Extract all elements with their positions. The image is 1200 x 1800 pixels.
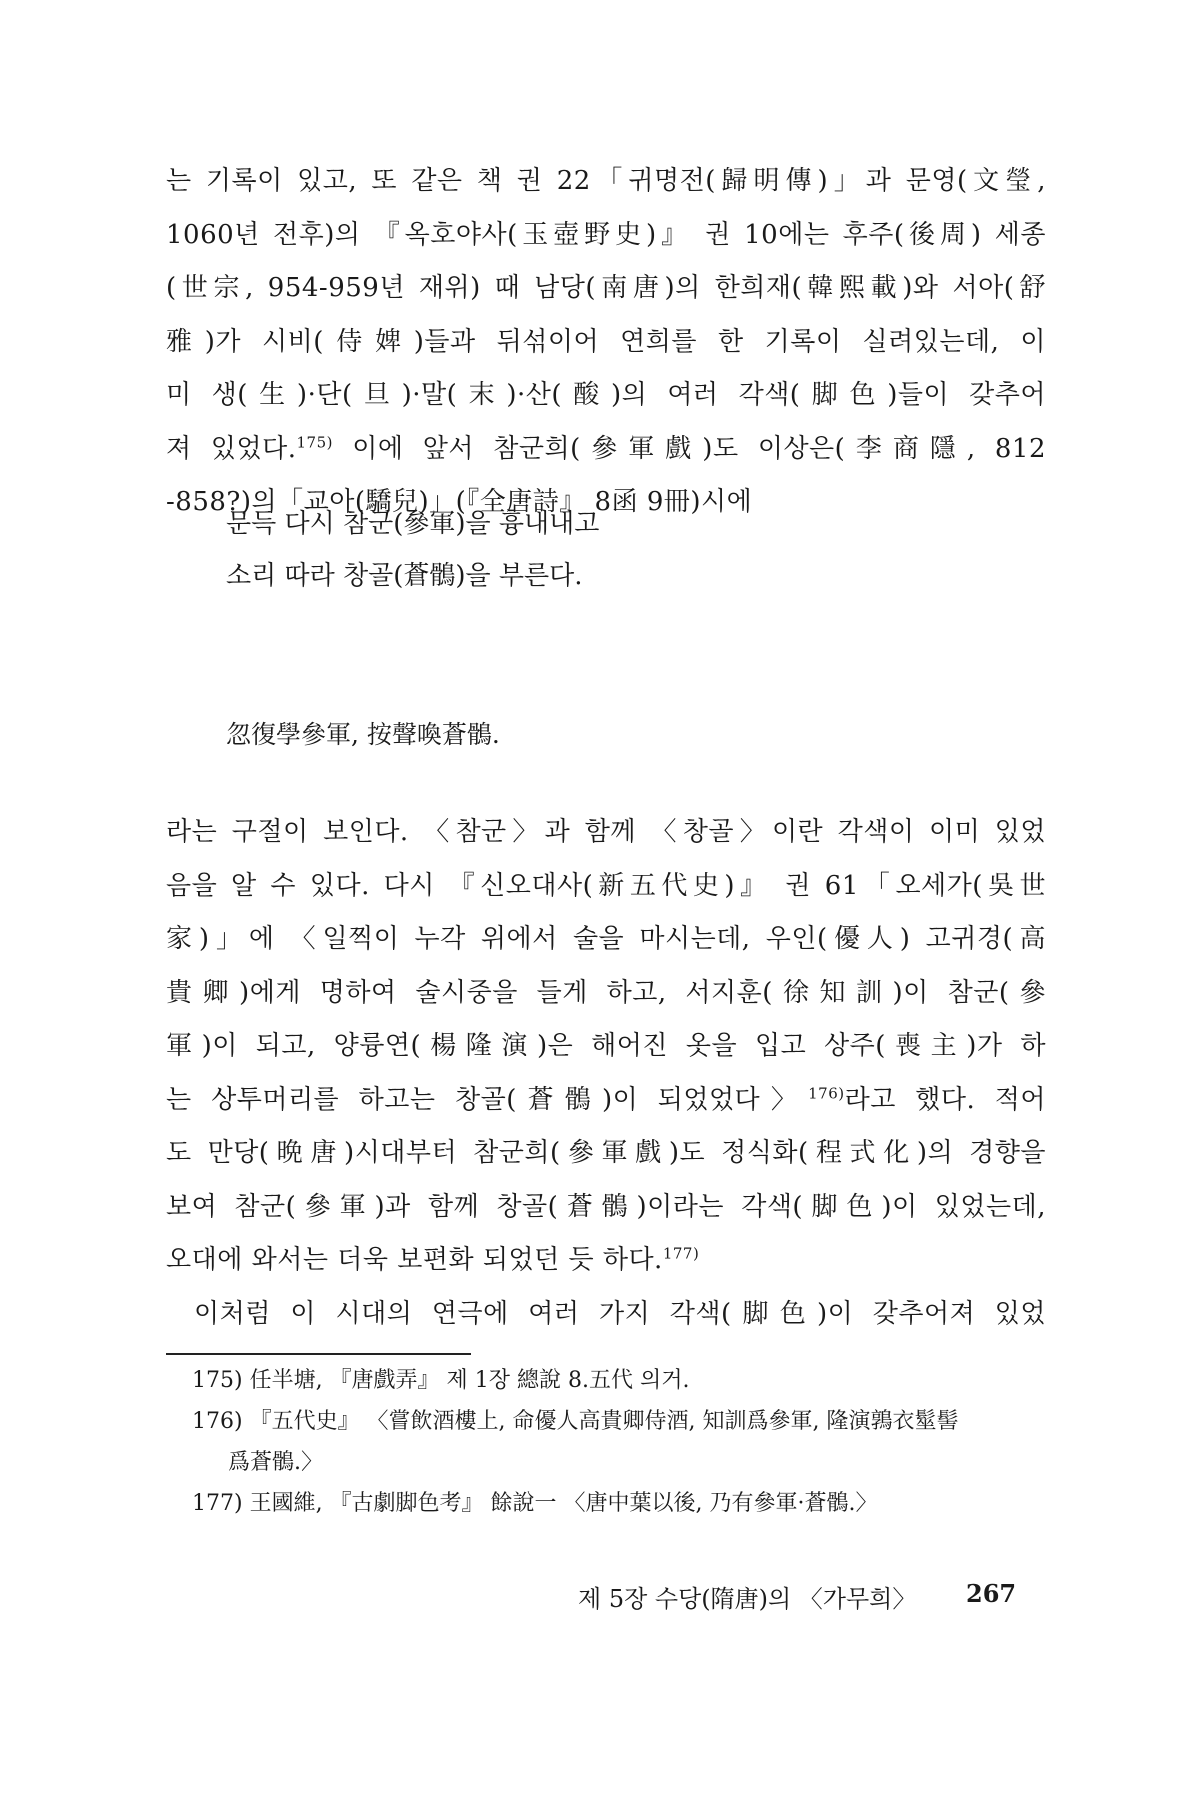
text-line: 는 기록이 있고, 또 같은 책 권 22「귀명전(歸明傳)」과 문영(文瑩, [166,166,1046,196]
footnote-ref: 175) [296,432,333,451]
running-footer-title: 제 5장 수당(隋唐)의 〈가무희〉 [578,1585,917,1613]
paragraph-1 [166,155,1046,530]
text-span: 는 상투머리를 하고는 창골(蒼鶻)이 되었었다〉 [166,1084,809,1115]
footnote: 175) 任半塘, 『唐戲弄』 제 1장 總說 8.五代 의거. [192,1368,690,1393]
footnote: 177) 王國維, 『古劇脚色考』 餘說一 〈唐中葉以後, 乃有參軍·蒼鶻.〉 [192,1491,878,1516]
paragraph-2 [166,806,1046,1341]
text-span: 이에 앞서 참군희(參軍戲)도 이상은(李商隱, 812 [333,433,1047,464]
text-span: 라고 했다. 적어 [844,1084,1047,1115]
text-line: 1060년 전후)의 『옥호야사(玉壺野史)』 권 10에는 후주(後周) 세종 [166,219,1046,250]
text-line: 보여 참군(參軍)과 함께 창골(蒼鶻)이라는 각색(脚色)이 있었는데, [166,1191,1046,1222]
text-line: 家)」에 〈일찍이 누각 위에서 술을 마시는데, 우인(優人) 고귀경(高 [166,924,1046,954]
footnote-ref: 177) [662,1244,700,1263]
text-line: 軍)이 되고, 양륭연(楊隆演)은 해어진 옷을 입고 상주(喪主)가 하 [166,1031,1046,1061]
text-line: -858?)의「교아(驕兒)」(『全唐詩』 8函 9冊)시에 [166,487,753,517]
text-line-with-footnote [166,423,1046,477]
verse-original: 忽復學參軍, 按聲喚蒼鶻. [226,720,500,749]
text-line: 음을 알 수 있다. 다시 『신오대사(新五代史)』 권 61「오세가(吳世 [166,870,1046,901]
footnote-divider [166,1353,471,1355]
footnote-continuation: 爲蒼鶻.〉 [228,1450,323,1475]
verse-line: 문득 다시 참군(參軍)을 흉내내고 [226,509,600,539]
text-line: 라는 구절이 보인다. 〈참군〉과 함께 〈창골〉이란 각색이 이미 있었 [166,817,1046,847]
text-line-with-footnote [166,1234,1046,1288]
page-number: 267 [966,1579,1017,1608]
text-line: 미 생(生)·단(旦)·말(末)·산(酸)의 여러 각색(脚色)들이 갖추어 [166,380,1046,410]
text-line: 도 만당(晩唐)시대부터 참군희(參軍戲)도 정식화(程式化)의 경향을 [166,1138,1046,1168]
verse-line: 소리 따라 창골(蒼鶻)을 부른다. [226,561,583,591]
footnote: 176) 『五代史』 〈嘗飲酒樓上, 命優人高貴卿侍酒, 知訓爲參軍, 隆演鶉衣髽髻 [192,1409,959,1434]
text-line: 이처럼 이 시대의 연극에 여러 가지 각색(脚色)이 갖추어져 있었 [194,1298,1046,1329]
text-line-with-footnote [166,1074,1046,1128]
footnote-ref: 176) [808,1083,845,1102]
text-line: (世宗, 954-959년 재위) 때 남당(南唐)의 한희재(韓熙載)와 서아(舒 [166,273,1046,303]
text-span: 오대에 와서는 더욱 보편화 되었던 듯 하다. [166,1245,663,1275]
text-span: 져 있었다. [166,433,297,464]
footnotes [192,1360,1042,1524]
text-line: 雅)가 시비(侍婢)들과 뒤섞이어 연희를 한 기록이 실려있는데, 이 [166,326,1046,357]
verse-translation [226,498,599,602]
text-line: 貴卿)에게 명하여 술시중을 들게 하고, 서지훈(徐知訓)이 참군(參 [166,977,1046,1008]
